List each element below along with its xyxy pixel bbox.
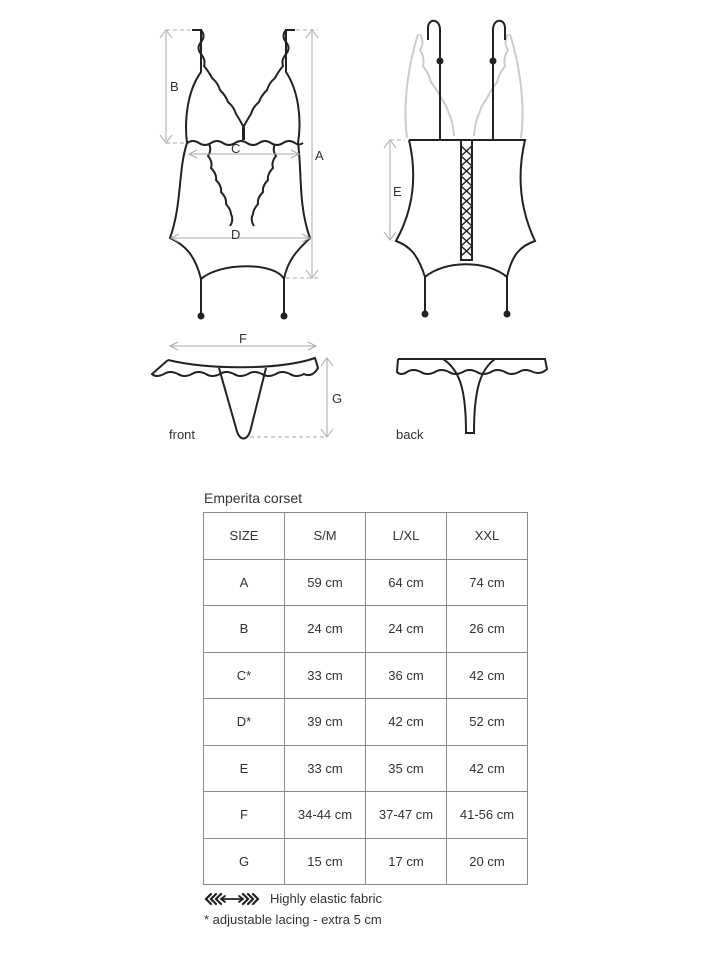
elastic-arrows-icon: [204, 892, 260, 906]
table-cell: 42 cm: [447, 745, 528, 792]
header-cell: SIZE: [204, 513, 285, 560]
table-row: [204, 745, 528, 792]
table-cell: 24 cm: [285, 606, 366, 653]
table-title: Emperita corset: [204, 490, 303, 506]
table-row: [204, 652, 528, 699]
view-label-back: back: [396, 427, 424, 442]
table-cell: 64 cm: [366, 559, 447, 606]
table-cell: 59 cm: [285, 559, 366, 606]
table-row: [204, 559, 528, 606]
thong-back-drawing: [397, 359, 547, 433]
dim-label-c: C: [231, 141, 241, 156]
corset-back-ghost-cups: [405, 34, 522, 138]
table-cell: 52 cm: [447, 699, 528, 746]
table-cell: 33 cm: [285, 745, 366, 792]
dim-label-g: G: [332, 391, 343, 406]
row-label: E: [204, 745, 285, 792]
table-cell: 42 cm: [447, 652, 528, 699]
table-header-row: [204, 513, 528, 560]
table-cell: 33 cm: [285, 652, 366, 699]
table-cell: 17 cm: [366, 838, 447, 885]
row-label: G: [204, 838, 285, 885]
header-cell: XXL: [447, 513, 528, 560]
table-cell: 24 cm: [366, 606, 447, 653]
row-label: D*: [204, 699, 285, 746]
legend-lacing-note: * adjustable lacing - extra 5 cm: [204, 912, 382, 927]
table-cell: 74 cm: [447, 559, 528, 606]
dim-label-e: E: [393, 184, 402, 199]
corset-back-drawing: [396, 21, 535, 317]
dim-label-b: B: [170, 79, 179, 94]
table-cell: 35 cm: [366, 745, 447, 792]
table-cell: 37-47 cm: [366, 792, 447, 839]
table-row: [204, 699, 528, 746]
table-row: [204, 838, 528, 885]
row-label: A: [204, 559, 285, 606]
legend-elastic-label: Highly elastic fabric: [270, 891, 382, 906]
corset-front-drawing: [170, 30, 310, 319]
table-cell: 42 cm: [366, 699, 447, 746]
table-row: [204, 792, 528, 839]
product-diagram: [0, 0, 717, 470]
table-cell: 41-56 cm: [447, 792, 528, 839]
dim-label-d: D: [231, 227, 241, 242]
table-cell: 34-44 cm: [285, 792, 366, 839]
dim-label-f: F: [239, 331, 247, 346]
size-table: [203, 512, 528, 885]
row-label: B: [204, 606, 285, 653]
table-cell: 15 cm: [285, 838, 366, 885]
dim-label-a: A: [315, 148, 324, 163]
table-cell: 26 cm: [447, 606, 528, 653]
table-cell: 36 cm: [366, 652, 447, 699]
row-label: C*: [204, 652, 285, 699]
row-label: F: [204, 792, 285, 839]
header-cell: L/XL: [366, 513, 447, 560]
view-label-front: front: [169, 427, 196, 442]
table-cell: 39 cm: [285, 699, 366, 746]
table-row: [204, 606, 528, 653]
legend-elastic: [204, 891, 382, 906]
table-cell: 20 cm: [447, 838, 528, 885]
header-cell: S/M: [285, 513, 366, 560]
